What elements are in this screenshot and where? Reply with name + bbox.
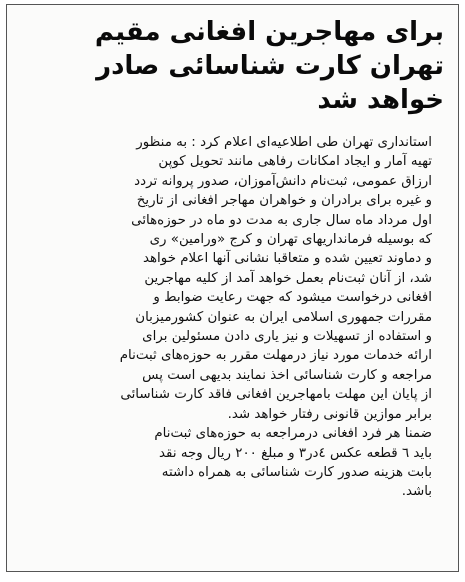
body-line: و غیره برای برادران و خواهران مهاجر افغانی از تاریخ xyxy=(136,193,432,209)
body-line: و استفاده از تسهیلات و نیز یاری دادن مسئولین برای xyxy=(142,329,432,345)
article-body xyxy=(7,117,458,502)
body-line: مقررات جمهوری اسلامی ایران به عنوان کشورمیزبان xyxy=(135,309,432,325)
body-line: برابر موازین قانونی رفتار خواهد شد. xyxy=(227,406,432,422)
headline-line-3: خواهد شد xyxy=(317,85,444,115)
body-line: شد، از آنان ثبت‌نام بعمل خواهد آمد از کلیه مهاجرین xyxy=(144,270,432,286)
body-line: که بوسیله فرمانداریهای تهران و کرج «ورامین» ری xyxy=(149,232,432,248)
body-line: مراجعه و کارت شناسائی اخذ نمایند بدیهی است پس xyxy=(142,367,432,383)
body-line: افغانی درخواست میشود که جهت رعایت ضوابط و xyxy=(153,290,432,306)
body-line: باید ٦ قطعه عکس ٤در٣ و مبلغ ٢٠٠ ریال وجه نقد xyxy=(159,445,432,461)
newspaper-clipping xyxy=(6,4,459,572)
body-line: اول مرداد ماه سال جاری به مدت دو ماه در حوزه‌هائی xyxy=(131,212,432,228)
body-line: بابت هزینه صدور کارت شناسائی به همراه داشته xyxy=(161,464,432,480)
body-line: تهیه آمار و ایجاد امکانات رفاهی مانند تحویل کوپن xyxy=(158,154,432,170)
body-line: ضمنا هر فرد افغانی درمراجعه به حوزه‌های ثبت‌نام xyxy=(154,426,432,442)
body-line: و دماوند تعیین شده و متعاقبا نشانی آنها اعلام خواهد xyxy=(142,251,432,267)
headline-line-1: برای مهاجرین افغانی مقیم xyxy=(94,17,444,47)
body-line: از پایان این مهلت بامهاجرین افغانی فاقد کارت شناسائی xyxy=(120,387,432,403)
headline-line-2: تهران کارت شناسائی صادر xyxy=(96,51,444,81)
body-line: ارزاق عمومی، ثبت‌نام دانش‌آموزان، صدور پروانه تردد xyxy=(134,173,432,189)
article-paragraph-1 xyxy=(19,133,446,424)
body-line: باشد. xyxy=(401,484,432,500)
headline xyxy=(7,5,458,117)
body-line: استانداری تهران طی اطلاعیه‌ای اعلام کرد : به منظور xyxy=(136,135,432,150)
body-line: ارائه خدمات مورد نیاز درمهلت مقرر به حوزه‌های ثبت‌نام xyxy=(119,348,432,364)
article-paragraph-2 xyxy=(19,424,446,502)
